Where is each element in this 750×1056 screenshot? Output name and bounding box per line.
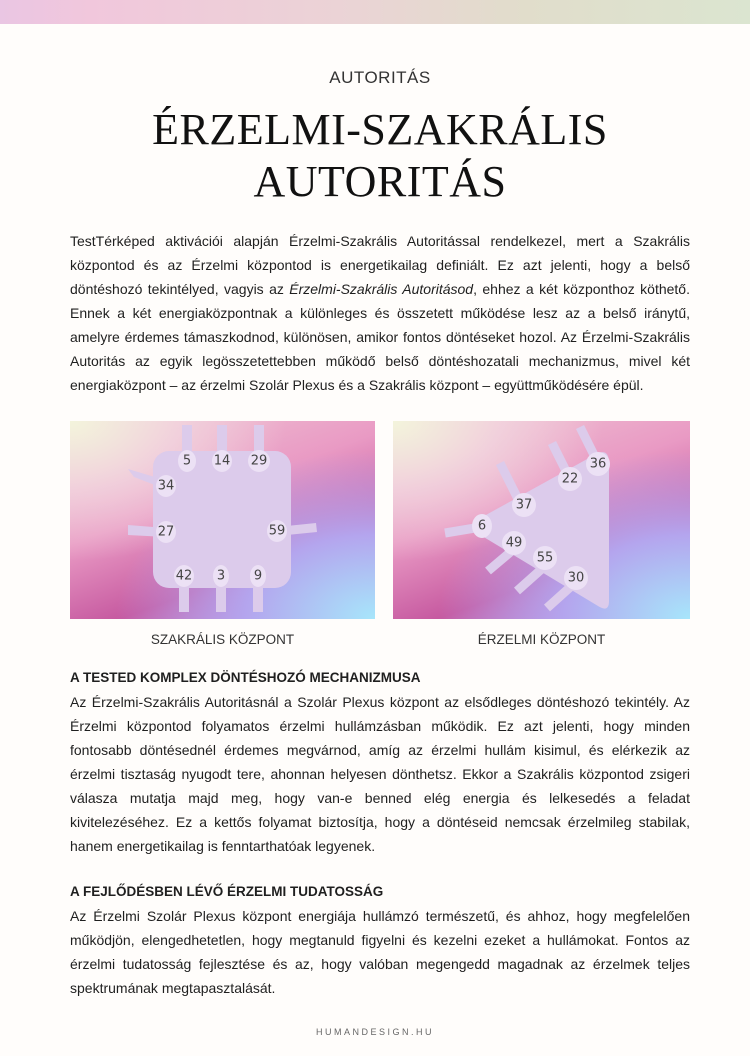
gate-55: [533, 546, 557, 570]
emotional-center-diagram: [393, 421, 690, 619]
gate-5: [178, 450, 196, 472]
section-heading: A FEJLŐDÉSBEN LÉVŐ ÉRZELMI TUDATOSSÁG: [70, 884, 384, 899]
gate-6: [472, 514, 492, 538]
emotional-center-image: [393, 421, 690, 619]
sacral-caption: SZAKRÁLIS KÖZPONT: [150, 632, 295, 647]
gate-37: [512, 493, 536, 517]
svg-text:22: 22: [561, 471, 579, 487]
page-title: ÉRZELMI-SZAKRÁLIS AUTORITÁS: [152, 105, 608, 206]
gate-42: [174, 565, 194, 587]
section-heading: A TESTED KOMPLEX DÖNTÉSHOZÓ MECHANIZMUSA: [70, 670, 421, 685]
svg-text:49: 49: [505, 535, 523, 551]
svg-text:37: 37: [515, 497, 533, 513]
gate-22: [558, 467, 582, 491]
svg-text:14: 14: [213, 453, 231, 469]
gate-30: [564, 566, 588, 590]
section-paragraph: Az Érzelmi-Szakrális Autoritásnál a Szolár Plexus központ az elsődleges döntéshozó tekintély. Az Érzelmi központod folyamatos érzelmi hullámzásban működik. Ez azt jelenti, hogy minden fontosabb döntésednél érdemes megvárnod, amíg az érzelmi hullám kisimul, és elérkezik az érzelmi tisztaság nyugodt tere, ahonnan helyesen dönthetsz. Ekkor a Szakrális központod zsigeri válasza mutatja majd meg, hogy van-e benned elég energia és lelkesedés a feladat kivitelezéséhez. Ez a kettős folyamat biztosítja, hogy a döntéseid nemcsak érzelmileg stabilak, hanem energetikailag is fenntarthatóak legyenek.: [70, 694, 690, 854]
sacral-center-diagram: [70, 421, 375, 619]
gate-59: [267, 520, 287, 542]
svg-text:30: 30: [567, 570, 585, 586]
intro-paragraph: [70, 229, 690, 397]
svg-text:27: 27: [157, 524, 175, 540]
emotional-caption: ÉRZELMI KÖZPONT: [477, 632, 606, 647]
footer-site: HUMANDESIGN.HU: [315, 1027, 434, 1037]
svg-text:29: 29: [250, 453, 268, 469]
gate-36: [586, 452, 610, 476]
svg-text:9: 9: [253, 568, 263, 584]
intro-emphasis: Érzelmi-Szakrális Autoritásod: [289, 281, 474, 297]
page-content: [0, 68, 750, 1000]
gate-3: [213, 565, 229, 587]
svg-text:3: 3: [216, 568, 226, 584]
svg-text:5: 5: [182, 453, 192, 469]
gate-49: [502, 531, 526, 555]
gate-34: [156, 475, 176, 497]
svg-text:36: 36: [589, 456, 607, 472]
gate-27: [156, 521, 176, 543]
emotional-triangle: [472, 452, 609, 608]
top-gradient-bar: [0, 0, 750, 24]
svg-text:59: 59: [268, 523, 286, 539]
svg-text:6: 6: [477, 518, 487, 534]
svg-text:55: 55: [536, 550, 554, 566]
gate-9: [250, 565, 266, 587]
section-kicker: AUTORITÁS: [329, 68, 431, 87]
svg-text:42: 42: [175, 568, 193, 584]
intro-text-rest: , ehhez a két központhoz köthető. Ennek a két energiaközpontnak a különleges és összetett működése lesz az a belső iránytű, amelyre érdemes támaszkodnod, különösen, amikor fontos döntéseket hozol. Az Érzelmi-Szakrális Autoritás az egyik legösszetettebben működő belső döntéshozatali mechanizmus, mivel két energiaközpont – az érzelmi Szolár Plexus és a Szakrális központ – együttműködésére épül.: [70, 281, 690, 393]
gate-29: [248, 450, 270, 472]
svg-text:34: 34: [157, 478, 175, 494]
section-paragraph: Az Érzelmi Szolár Plexus központ energiája hullámzó természetű, és ahhoz, hogy megfelelően működjön, elengedhetetlen, hogy megtanuld figyelni és kezelni ezeket a hullámokat. Fontos az érzelmi tudatosság fejlesztése és az, hogy valóban megengedd magadnak az érzelmek teljes spektrumának megtapasztalását.: [70, 908, 690, 996]
intro-text: TestTérképed aktivációi alapján Érzelmi-Szakrális Autoritással rendelkezel, mert a Szakrális központod és az Érzelmi központod is energetikailag definiált. Ez azt jelenti, hogy a belső döntéshozó tekintélyed, vagyis az: [70, 233, 690, 297]
sacral-center-image: [70, 421, 375, 619]
center-images: [70, 421, 690, 619]
gate-14: [212, 450, 232, 472]
center-captions: [70, 631, 690, 649]
